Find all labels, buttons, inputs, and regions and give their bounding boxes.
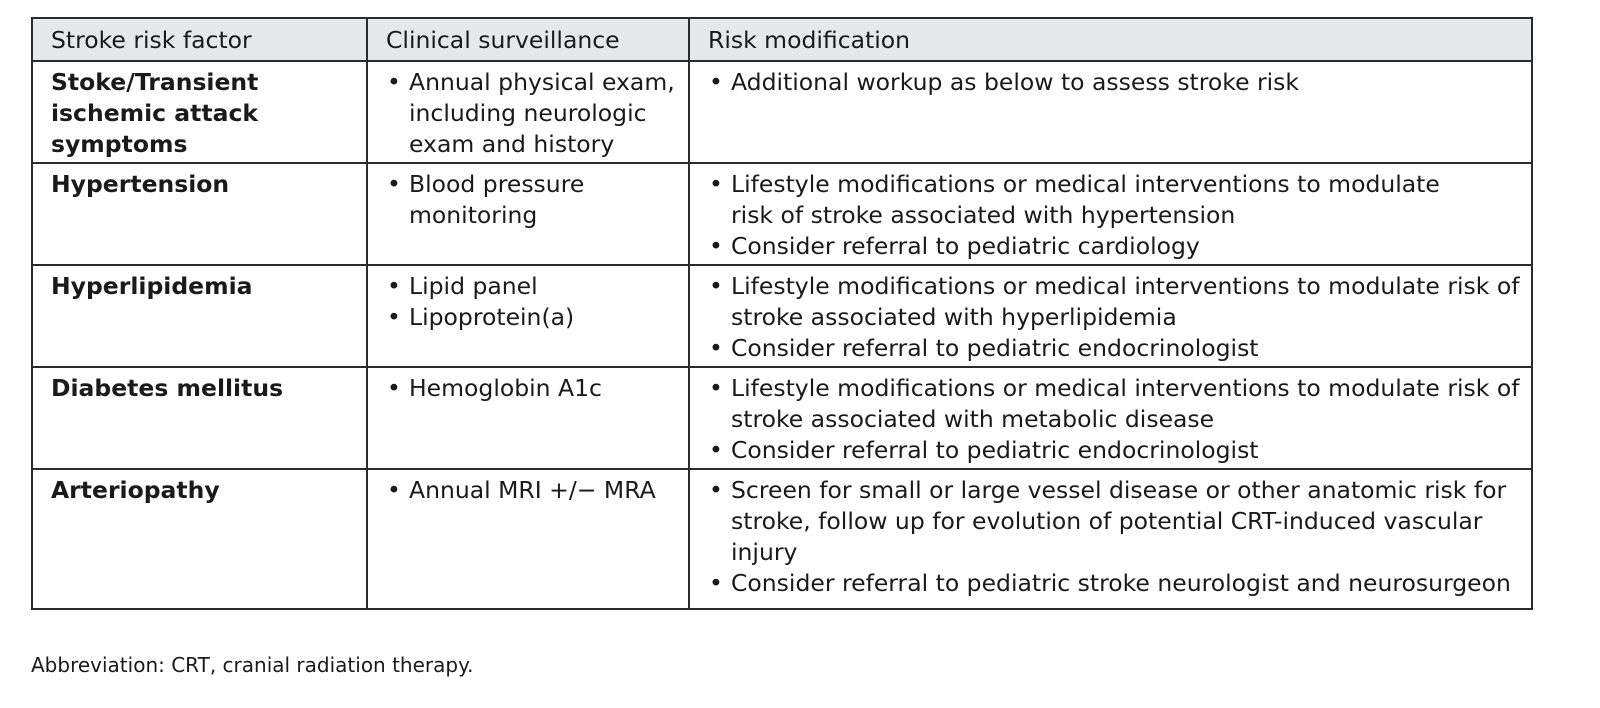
list-item: • Lipoprotein(a) bbox=[386, 302, 678, 333]
table-footnote: Abbreviation: CRT, cranial radiation therapy. bbox=[31, 653, 474, 677]
list-item: • Screen for small or large vessel disease or other anatomic risk for stroke, follow up for evolution of potential CRT-induced vascular injury bbox=[708, 475, 1521, 568]
list-item: • Annual MRI +/− MRA bbox=[386, 475, 678, 506]
table-row bbox=[32, 265, 1532, 367]
modification-cell bbox=[689, 265, 1532, 367]
factor-cell: Hyperlipidemia bbox=[32, 265, 367, 367]
list-item: • Annual physical exam, including neurologic exam and history bbox=[386, 67, 678, 160]
modification-cell bbox=[689, 163, 1532, 265]
table-row bbox=[32, 367, 1532, 469]
table-header-row bbox=[32, 18, 1532, 61]
list-item: • Consider referral to pediatric endocrinologist bbox=[708, 435, 1521, 466]
modification-cell bbox=[689, 469, 1532, 609]
surveillance-cell bbox=[367, 367, 689, 469]
list-item: • Consider referral to pediatric cardiology bbox=[708, 231, 1451, 262]
list-item: • Hemoglobin A1c bbox=[386, 373, 678, 404]
table-row bbox=[32, 163, 1532, 265]
factor-cell: Hypertension bbox=[32, 163, 367, 265]
surveillance-cell bbox=[367, 163, 689, 265]
factor-cell: Arteriopathy bbox=[32, 469, 367, 609]
factor-cell: Diabetes mellitus bbox=[32, 367, 367, 469]
header-risk-modification: Risk modification bbox=[689, 18, 1532, 61]
table-row bbox=[32, 469, 1532, 609]
list-item: • Consider referral to pediatric stroke neurologist and neurosurgeon bbox=[708, 568, 1521, 599]
surveillance-cell bbox=[367, 265, 689, 367]
list-item: • Additional workup as below to assess stroke risk bbox=[708, 67, 1521, 98]
factor-cell: Stoke/Transient ischemic attack symptoms bbox=[32, 61, 367, 163]
list-item: • Lifestyle modifications or medical interventions to modulate risk of stroke associated with hypertension bbox=[708, 169, 1451, 231]
table-row bbox=[32, 61, 1532, 163]
stroke-risk-table bbox=[31, 17, 1533, 610]
header-clinical-surveillance: Clinical surveillance bbox=[367, 18, 689, 61]
surveillance-cell bbox=[367, 61, 689, 163]
modification-cell bbox=[689, 61, 1532, 163]
modification-cell bbox=[689, 367, 1532, 469]
list-item: • Lifestyle modifications or medical interventions to modulate risk of stroke associated with metabolic disease bbox=[708, 373, 1521, 435]
list-item: • Consider referral to pediatric endocrinologist bbox=[708, 333, 1521, 364]
list-item: • Lifestyle modifications or medical interventions to modulate risk of stroke associated with hyperlipidemia bbox=[708, 271, 1521, 333]
list-item: • Lipid panel bbox=[386, 271, 678, 302]
list-item: • Blood pressure monitoring bbox=[386, 169, 678, 231]
surveillance-cell bbox=[367, 469, 689, 609]
header-stroke-risk-factor: Stroke risk factor bbox=[32, 18, 367, 61]
